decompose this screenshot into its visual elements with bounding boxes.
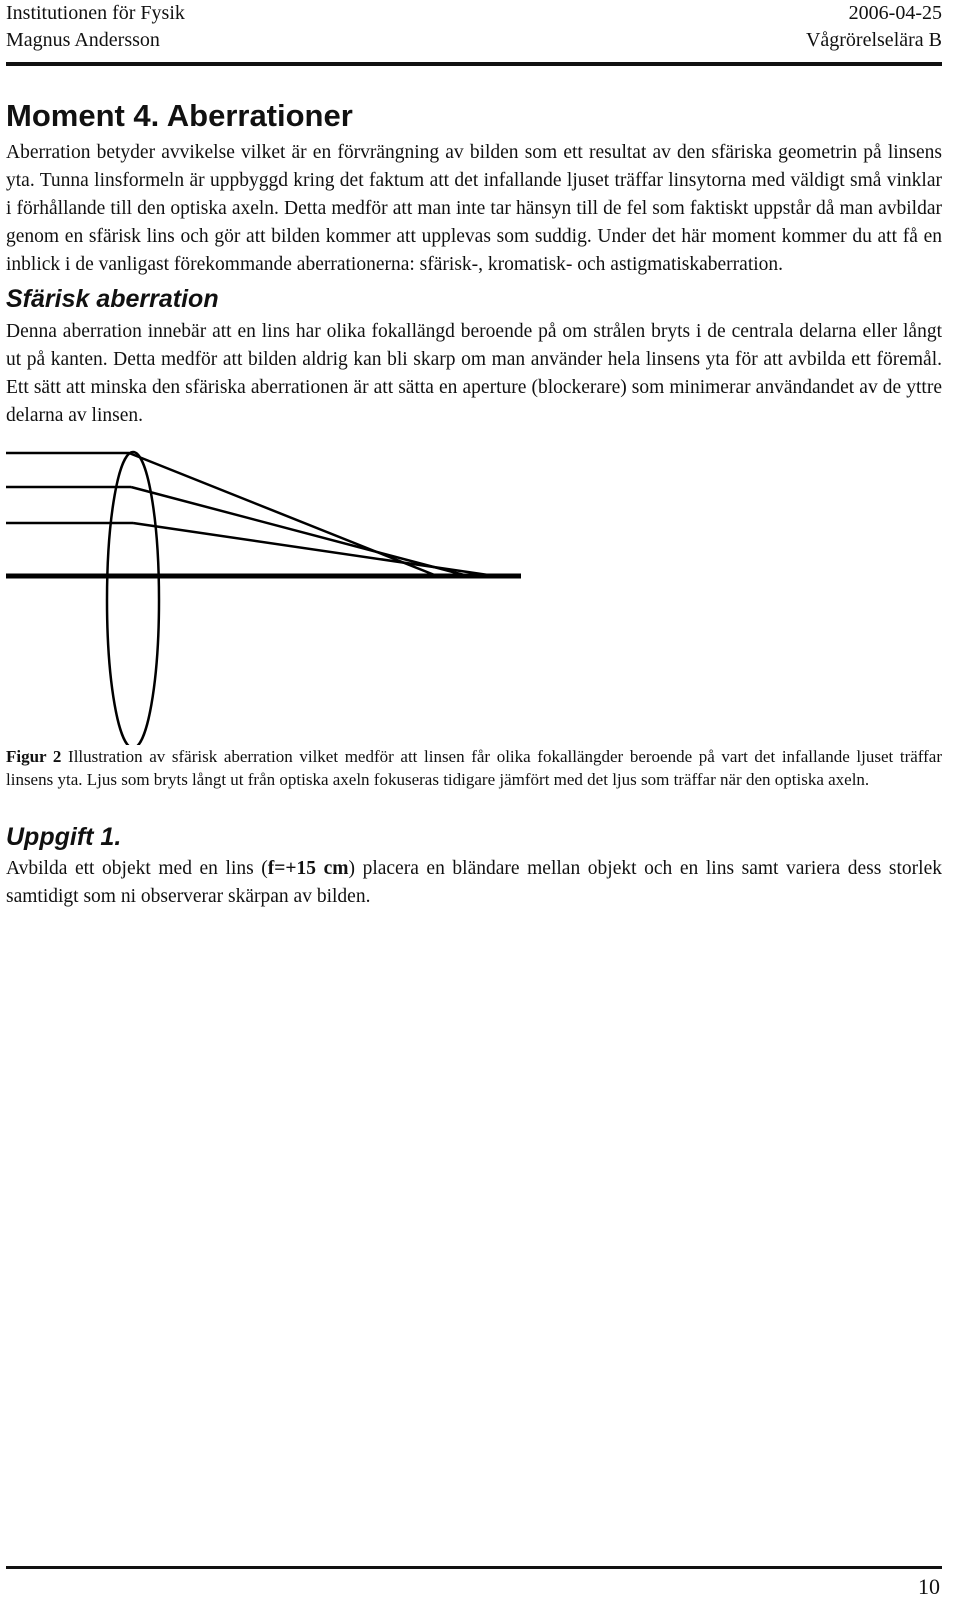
spherical-heading: Sfärisk aberration — [6, 285, 219, 313]
task-text-before: Avbilda ett objekt med en lins ( — [6, 858, 268, 879]
spherical-paragraph: Denna aberration innebär att en lins har olika fokallängd beroende på om strålen bryts i de centrala delarna eller långt ut på kanten. Detta medför att bilden aldrig kan bli skarp om man använder hela linsens yta för att avbilda ett föremål. Ett sätt att minska den sfäriska aberrationen är att sätta en aperture (blockerare) som minimerar användandet av de yttre delarna av linsen. — [6, 321, 942, 426]
page-number: 10 — [918, 1574, 940, 1599]
spherical-aberration-figure — [6, 440, 942, 745]
refracted-ray-1 — [129, 453, 437, 576]
lens-outline — [107, 452, 159, 745]
section-title: Moment 4. Aberrationer — [6, 98, 353, 133]
task-text-after: ) placera en bländare mellan objekt och en lins samt variera dess storlek samtidigt som ni observerar skärpan av bilden. — [6, 858, 942, 907]
figure-caption-text: Illustration av sfärisk aberration vilket medför att linsen får olika fokallängder beroende på vart det infallande ljuset träffar linsens yta. Ljus som bryts långt ut från optiska axeln fokuseras tidigare jämfört med det ljus som träffar när den optiska axeln. — [6, 747, 942, 789]
refracted-ray-3 — [133, 523, 495, 576]
figure-label: Figur 2 — [6, 747, 62, 766]
lens-diagram — [0, 440, 540, 745]
intro-paragraph: Aberration betyder avvikelse vilket är en förvrängning av bilden som ett resultat av den sfäriska geometrin på linsens yta. Tunna linsformeln är uppbyggd kring det faktum att det infallande ljuset träffar linsytorna med väldigt små vinklar i förhållande till den optiska axeln. Detta medför att man inte tar hänsyn till de fel som faktiskt uppstår då man avbildar genom en sfärisk lins och gör att bilden kommer att upplevas som suddig. Under det här moment kommer du att få en inblick i de vanligast förekommande aberrationerna: sfärisk-, kromatisk- och astigmatiskaberration. — [6, 142, 942, 275]
header-author: Magnus Andersson — [6, 29, 160, 51]
refracted-ray-2 — [131, 487, 468, 576]
header-rule — [6, 62, 942, 66]
page-content — [6, 96, 942, 911]
figure-caption — [6, 745, 942, 791]
task-paragraph — [6, 855, 942, 911]
header-institution: Institutionen för Fysik — [6, 2, 185, 24]
header-date: 2006-04-25 — [848, 2, 942, 24]
page-header — [6, 0, 942, 66]
header-course: Vågrörelselära B — [805, 29, 942, 51]
footer-rule — [6, 1566, 942, 1569]
task-heading: Uppgift 1. — [6, 823, 122, 851]
task-focal-length: f=+15 cm — [267, 858, 349, 879]
